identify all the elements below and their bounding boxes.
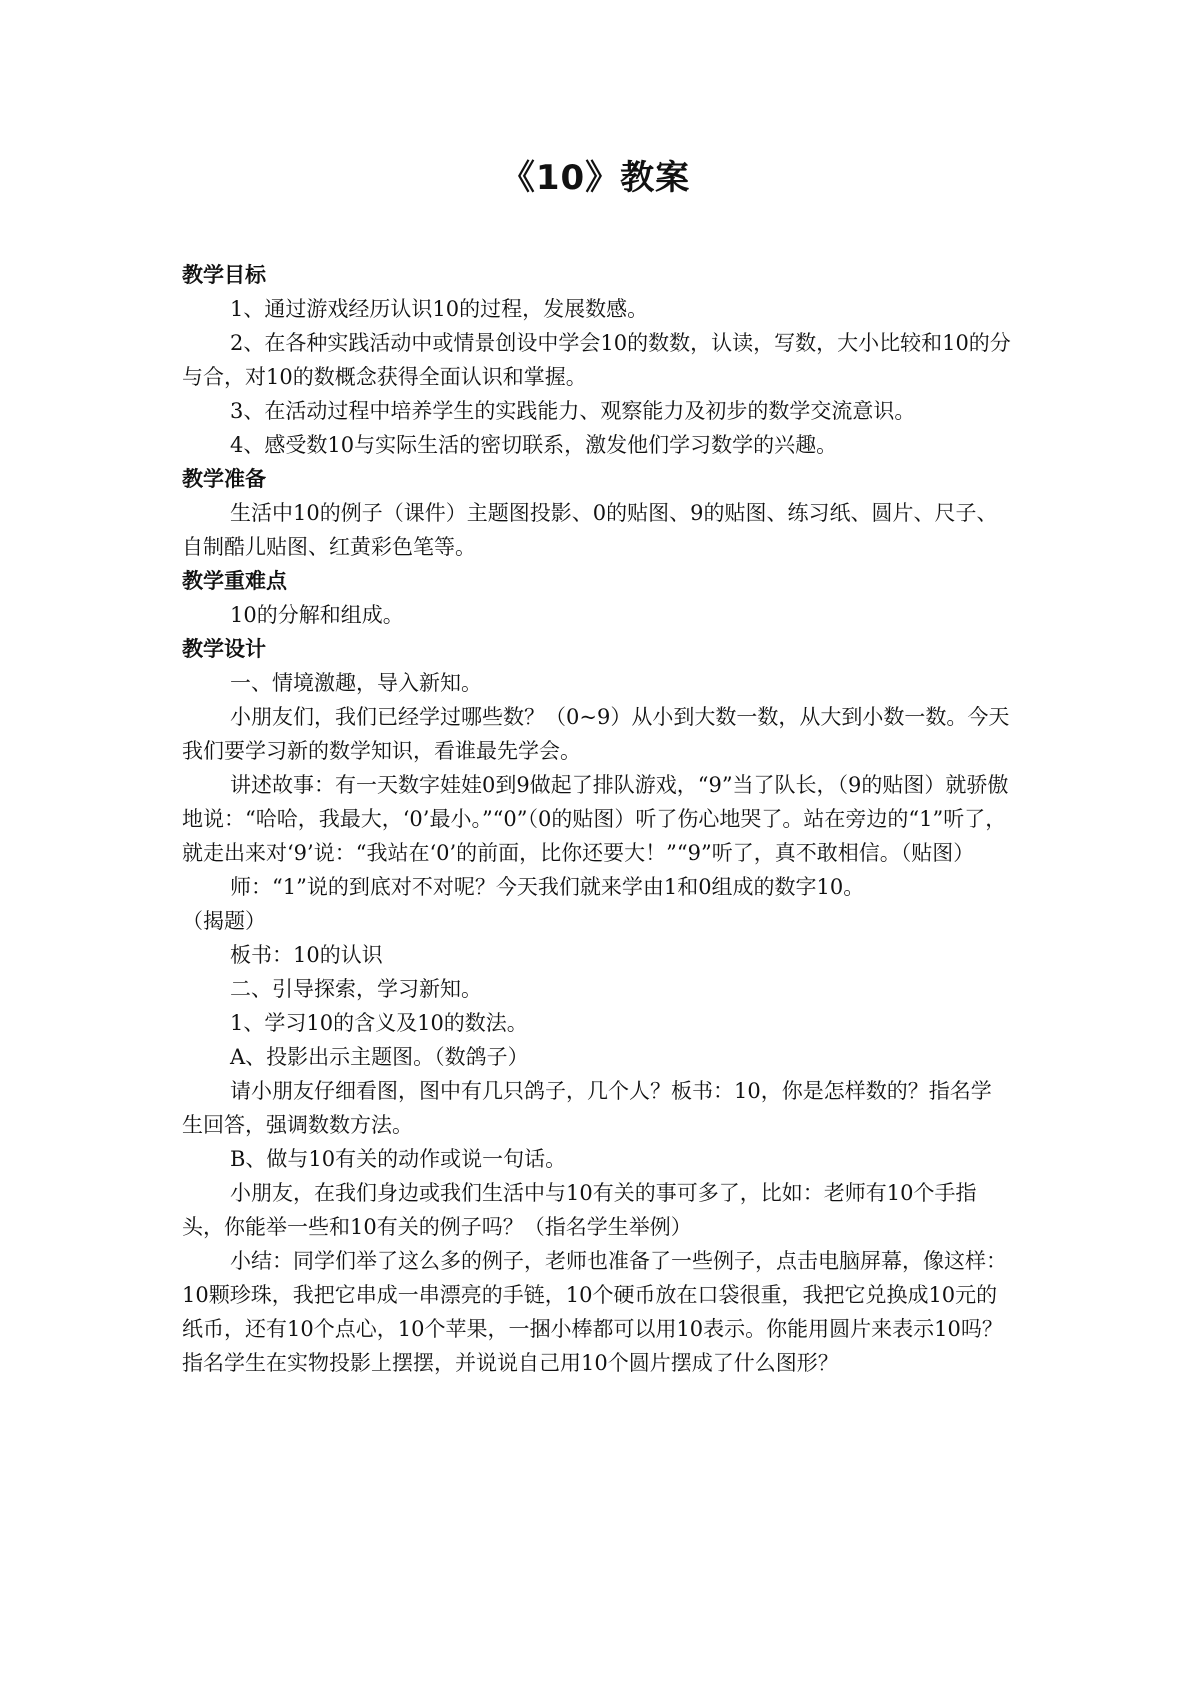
design-paragraph: A、投影出示主题图。（数鸽子） <box>230 1045 529 1069</box>
goal-item: 3、在活动过程中培养学生的实践能力、观察能力及初步的数学交流意识。 <box>230 399 916 423</box>
design-paragraph: 请小朋友仔细看图，图中有几只鸽子，几个人？板书：10，你是怎样数的？指名学生回答，强调数数方法。 <box>182 1079 992 1137</box>
section-heading-design: 教学设计 <box>182 637 266 661</box>
section-heading-goals: 教学目标 <box>182 263 266 287</box>
document-body <box>182 258 1012 1380</box>
prep-text: 生活中10的例子（课件）主题图投影、0的贴图、9的贴图、练习纸、圆片、尺子、自制酷儿贴图、红黄彩色笔等。 <box>182 501 998 559</box>
design-paragraph: 1、学习10的含义及10的数法。 <box>230 1011 528 1035</box>
design-paragraph: 讲述故事：有一天数字娃娃0到9做起了排队游戏，“9”当了队长，（9的贴图）就骄傲地说：“哈哈，我最大，‘0’最小。”“0”（0的贴图）听了伤心地哭了。站在旁边的“1”听了，就走出来对‘9’说：“我站在‘0’的前面，比你还要大！”“9”听了，真不敢相信。（贴图） <box>182 773 1009 865</box>
goal-item: 1、通过游戏经历认识10的过程，发展数感。 <box>230 297 649 321</box>
design-paragraph: 小结：同学们举了这么多的例子，老师也准备了一些例子，点击电脑屏幕，像这样：10颗珍珠，我把它串成一串漂亮的手链，10个硬币放在口袋很重，我把它兑换成10元的纸币，还有10个点心，10个苹果，一捆小棒都可以用10表示。你能用圆片来表示10吗？指名学生在实物投影上摆摆，并说说自己用10个圆片摆成了什么图形？ <box>182 1249 1007 1375</box>
design-paragraph: 师：“1”说的到底对不对呢？今天我们就来学由1和0组成的数字10。 <box>230 875 865 899</box>
design-paragraph: 小朋友们，我们已经学过哪些数？（0~9）从小到大数一数，从大到小数一数。今天我们要学习新的数学知识，看谁最先学会。 <box>182 705 1010 763</box>
design-paragraph: （揭题） <box>182 909 266 933</box>
key-text: 10的分解和组成。 <box>230 603 404 627</box>
design-paragraph: 板书：10的认识 <box>230 943 383 967</box>
design-paragraph: B、做与10有关的动作或说一句话。 <box>230 1147 567 1171</box>
design-paragraph: 二、引导探索，学习新知。 <box>230 977 482 1001</box>
design-paragraph: 小朋友，在我们身边或我们生活中与10有关的事可多了，比如：老师有10个手指头，你能举一些和10有关的例子吗？（指名学生举例） <box>182 1181 977 1239</box>
page-title: 《10》教案 <box>500 158 691 198</box>
goal-item: 2、在各种实践活动中或情景创设中学会10的数数，认读，写数，大小比较和10的分与合，对10的数概念获得全面认识和掌握。 <box>182 331 1011 389</box>
goal-item: 4、感受数10与实际生活的密切联系，激发他们学习数学的兴趣。 <box>230 433 838 457</box>
section-heading-key: 教学重难点 <box>182 569 287 593</box>
section-heading-prep: 教学准备 <box>182 467 266 491</box>
design-paragraph: 一、情境激趣，导入新知。 <box>230 671 482 695</box>
